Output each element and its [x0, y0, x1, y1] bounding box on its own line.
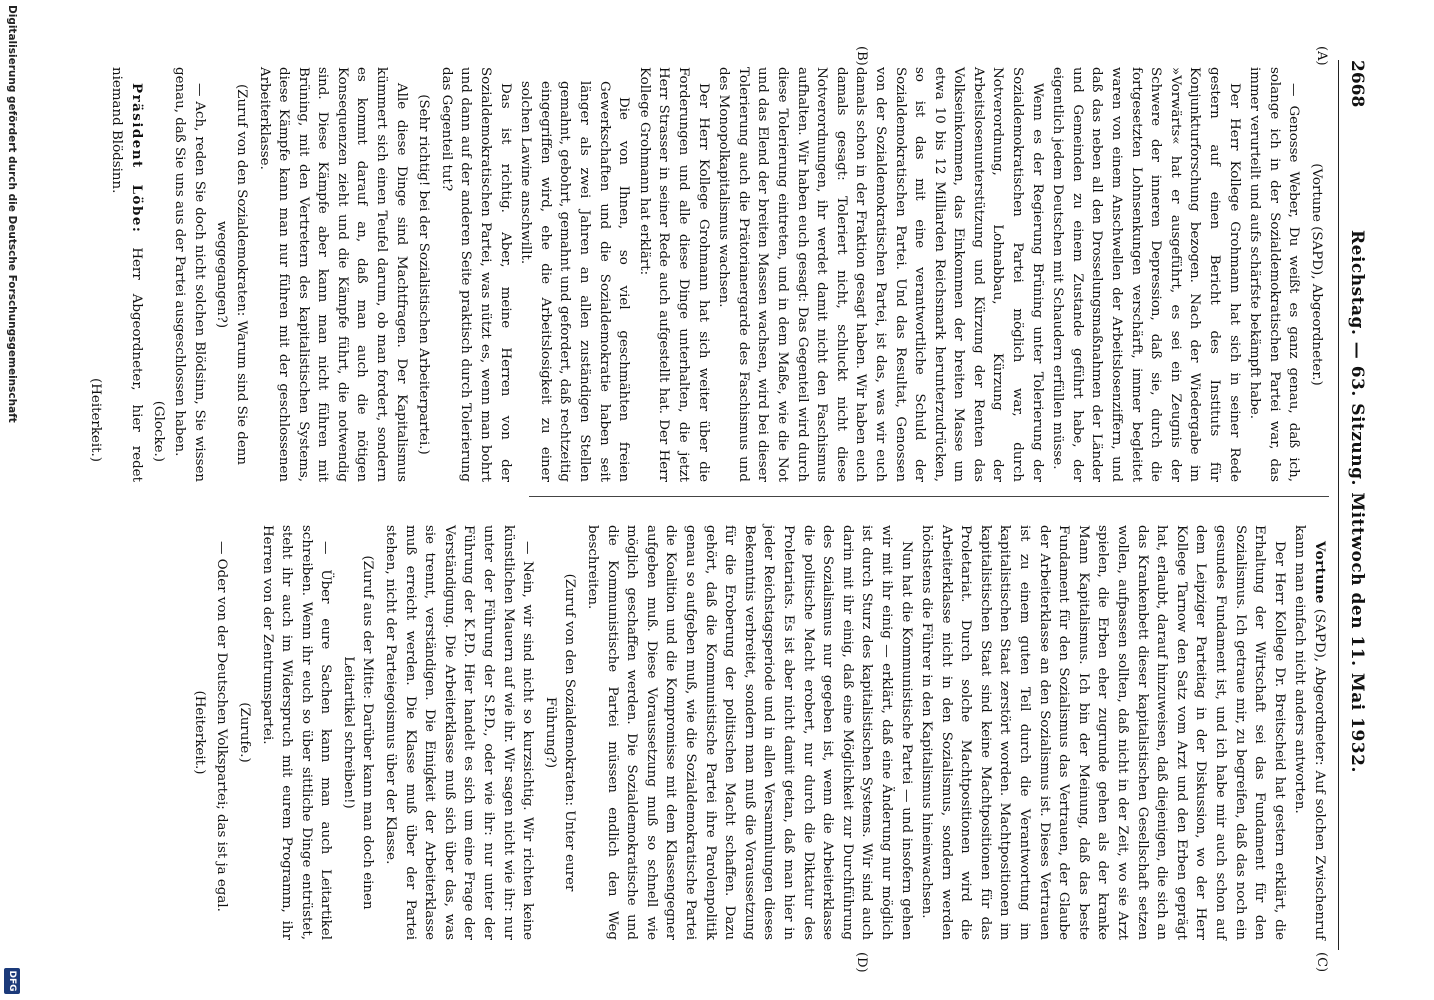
interjection: (Sehr richtig! bei der Sozialistischen Arbeiterpartei.) [416, 94, 432, 455]
speaker-name: Vortune [1312, 541, 1328, 604]
speaker-line: (Vortune (SAPD), Abgeordneter.) [1309, 163, 1324, 386]
laughter-note: (Heiterkeit.) [87, 378, 103, 462]
margin-letter-c: (C) [1314, 952, 1329, 973]
page-header [1338, 60, 1369, 950]
paragraph: — Nein, wir sind nicht so kurzsichtig. Wir richten keine künstlichen Mauern auf wie ihr. Wir sagen nicht wie ihr: nur unter der Führung der S.P.D., oder wie ihr: nur unter der Führung der K.P.D. Hier handelt es sich um eine Frage der Verständigung. Die Arbeiterklasse muß sich über das, was sie trennt, verständigen. Die Einigkeit der Arbeiterklasse muß erreicht werden. Die Klasse muß über der Partei stehen, nicht der Parteiegoismus über der Klasse. [383, 525, 536, 940]
paragraph: — Über eure Sachen kann man auch Leitartikel schreiben. Wenn ihr euch so über sittliche Dinge entrüstet, steht ihr auch im Widerspruch mit eurem Programm, ihr Herren von der Zentrumspartei. [259, 525, 334, 940]
interjection: (Zuruf aus der Mitte: Darüber kann man doch einen Leitartikel schreiben!) [340, 555, 376, 910]
interjection: (Zuruf von den Sozialdemokraten: Warum sind Sie denn weggegangen?) [214, 83, 249, 466]
bell-note: (Glocke.) [150, 400, 166, 462]
paragraph: Alle diese Dinge sind Machtfragen. Der Kapitalismus kümmert sich einen Teufel darum, ob man fordert, sondern es kommt darauf an, daß man auch die nötigen Konsequenzen zieht und die Kämpfe führt, die notwendig sind. Diese Kämpfe aber kann man nicht führen mit Brüning, mit den Vertretern des kapitalistischen Systems, diese Kämpfe kann man nur führen mit der geschlossenen Arbeiterklasse. [256, 67, 409, 482]
interjection: (Zuruf von den Sozialdemokraten: Unter eurer Führung?) [542, 573, 578, 892]
paragraph: Wenn es der Regierung Brüning unter Tolerierung der Sozialdemokratischen Partei möglich war, durch Notverordnung, Lohnabbau, Kürzung der Arbeitslosenunterstützung und Kürzung der Renten das Volkseinkommen, das Einkommen der breiten Masse um etwa 10 bis 12 Milliarden Reichsmark herunterzudrücken, so ist das mit eine verantwortliche Schuld der Sozialdemokratischen Partei. Und das Resultat, Genossen von der Sozialdemokratischen Partei, ist das, was wir euch damals schon in der Fraktion gesagt haben. Wir haben euch damals gesagt: Toleriert nicht, schluckt nicht diese Notverordnungen, ihr werdet damit nicht den Faschismus aufhalten. Wir haben euch gesagt: Das Gegenteil wird durch diese Tolerierung eintreten, und in dem Maße, wie die Not und das Elend der breiten Massen wachsen, wird bei dieser Tolerierung auch die Prätorianergarde des Faschismus und des Monopolkapitalismus wachsen. [716, 67, 1045, 482]
margin-letter-d: (D) [854, 952, 869, 973]
president-text: Herr Abgeordneter, hier redet niemand Blödsinn. [109, 67, 144, 482]
running-head: Reichstag. — 63. Sitzung. Mittwoch den 11. Mai 1932. [1347, 230, 1367, 773]
president-name: Präsident Löbe: [128, 83, 145, 234]
laughter-note: (Heiterkeit.) [191, 690, 207, 775]
interjection: (Zurufe.) [236, 702, 252, 763]
quotation: Die von Ihnen, so viel geschmähten freien Gewerkschaften und die Sozialdemokratie haben seit länger als zwei Jahren an allen zuständigen Stellen gemahnt, gebohrt, gemahnt und gefordert, daß rechtzeitig eingegriffen wird, ehe die Arbeitslosigkeit zu einer solchen Lawine anschwillt. [518, 81, 632, 482]
margin-letter-b: (B) [854, 46, 869, 66]
paragraph: Der Herr Kollege Grohmann hat sich weiter über die Forderungen und alle diese Dinge unterhalten, die jetzt Herr Strasser in seiner Rede auch aufgestellt hat. Der Herr Kollege Grohmann hat erklärt: [636, 67, 711, 482]
paragraph: Nun hat die Kommunistische Partei — und insofern gehen wir mit ihr einig — erklärt, daß eine Änderung nur möglich ist durch Sturz des kapitalistischen Systems. Wir sind auch darin mit ihr einig, daß eine Möglichkeit zur Durchführung des Sozialismus nur gegeben ist, wenn die Arbeiterklasse die politische Macht erobert, nur durch die Diktatur des Proletariats. Es ist aber nicht damit getan, daß man hier in jeder Reichstagsperiode und in allen Versammlungen dieses Bekenntnis verbreitet, sondern man muß die Voraussetzung für die Eroberung der politischen Macht schaffen. Dazu gehört, daß die Kommunistische Partei ihre Parolenpolitik genau so aufgeben muß, wie die Sozialdemokratische Partei die Koalition und die Kompromisse mit dem Klassengegner aufgeben muß. Diese Voraussetzung muß so schnell wie möglich geschaffen werden. Die Sozialdemokratische und die Kommunistische Partei müssen endlich den Weg beschreiten. [585, 525, 914, 940]
paragraph: Das ist richtig. Aber, meine Herren von der Sozialdemokratischen Partei, was nützt es, wenn man bohrt und dann auf der anderen Seite praktisch durch Tolerierung das Gegenteil tut? [438, 67, 513, 482]
paragraph: Der Herr Kollege Grohmann hat sich in seiner Rede gestern auf einen Bericht des Instituts für Konjunkturforschung bezogen. Nach der Wiedergabe im »Vorwärts« hat er ausgeführt, es sei ein Zeugnis der Schwere der inneren Depression, daß sie, durch die fortgesetzten Lohnsenkungen verschärft, immer begleitet waren von einem Anschwellen der Arbeitslosenziffern, und daß das neben all den Drosselungsmaßnahmen der Länder und Gemeinden zu einem Zustande geführt habe, der eigentlich jedem Deutschen mit Schaudern erfüllen müsse. [1050, 67, 1242, 482]
margin-letter-a: (A) [1314, 46, 1329, 66]
president-paragraph [107, 67, 146, 482]
speaker-paragraph [1290, 525, 1329, 940]
footer-credit: Digitalisierung gefördert durch die Deutsche Forschungsgemeinschaft [6, 5, 18, 423]
paragraph: Der Herr Kollege Dr. Breitscheid hat gestern erklärt, die Erhaltung der Wirtschaft sei das Fundament für den Sozialismus. Ich getraue mir, zu begreifen, daß das noch ein gesundes Fundament ist, und ich habe mir auch schon auf dem Leipziger Parteitag in der Diskussion, wo der Herr Kollege Tarnow den Satz vom Arzt und den Erben geprägt hat, erlaubt, darauf hinzuweisen, daß diejenigen, die sich an das Krankenbett dieser kapitalistischen Gesellschaft setzen wollen, aufpassen sollten, daß nicht in der Zeit, wo sie Arzt spielen, die Erben eher zugrunde gehen als der kranke Mann Kapitalismus. Ich bin der Meinung, daß das beste Fundament für den Sozialismus das Vertrauen, der Glaube der Arbeiterklasse an den Sozialismus ist. Dieses Vertrauen ist zu einem guten Teil durch die Verantwortung im kapitalistischen Staat zerstört worden. Machtpositionen im kapitalistischen Staat sind keine Machtpositionen für das Proletariat. Durch solche Machtpositionen wird die Arbeiterklasse nicht in den Sozialismus, sondern werden höchstens die Führer in den Kapitalismus hineinwachsen. [919, 525, 1287, 940]
paragraph: — Ach, reden Sie doch nicht solchen Blödsinn, Sie wissen genau, daß Sie uns aus der Partei ausgeschlossen haben. [172, 67, 207, 482]
dfg-logo-icon: DFG [4, 968, 20, 994]
left-column [83, 67, 1329, 482]
paragraph: — Genosse Weber, Du weißt es ganz genau, daß ich, solange ich in der Sozialdemokratischen Partei war, das immer verurteilt und aufs schärfste bekämpft habe. [1247, 67, 1302, 482]
speaker-intro: (SAPD), Abgeordneter: Auf solchen Zwischenruf kann man einfach nicht anders antworten. [1292, 525, 1327, 941]
column-divider [529, 496, 1329, 497]
right-column [186, 525, 1329, 940]
paragraph: — Oder von der Deutschen Volkspartei; das ist ja egal. [214, 541, 230, 912]
page-number: 2668 [1347, 60, 1367, 108]
